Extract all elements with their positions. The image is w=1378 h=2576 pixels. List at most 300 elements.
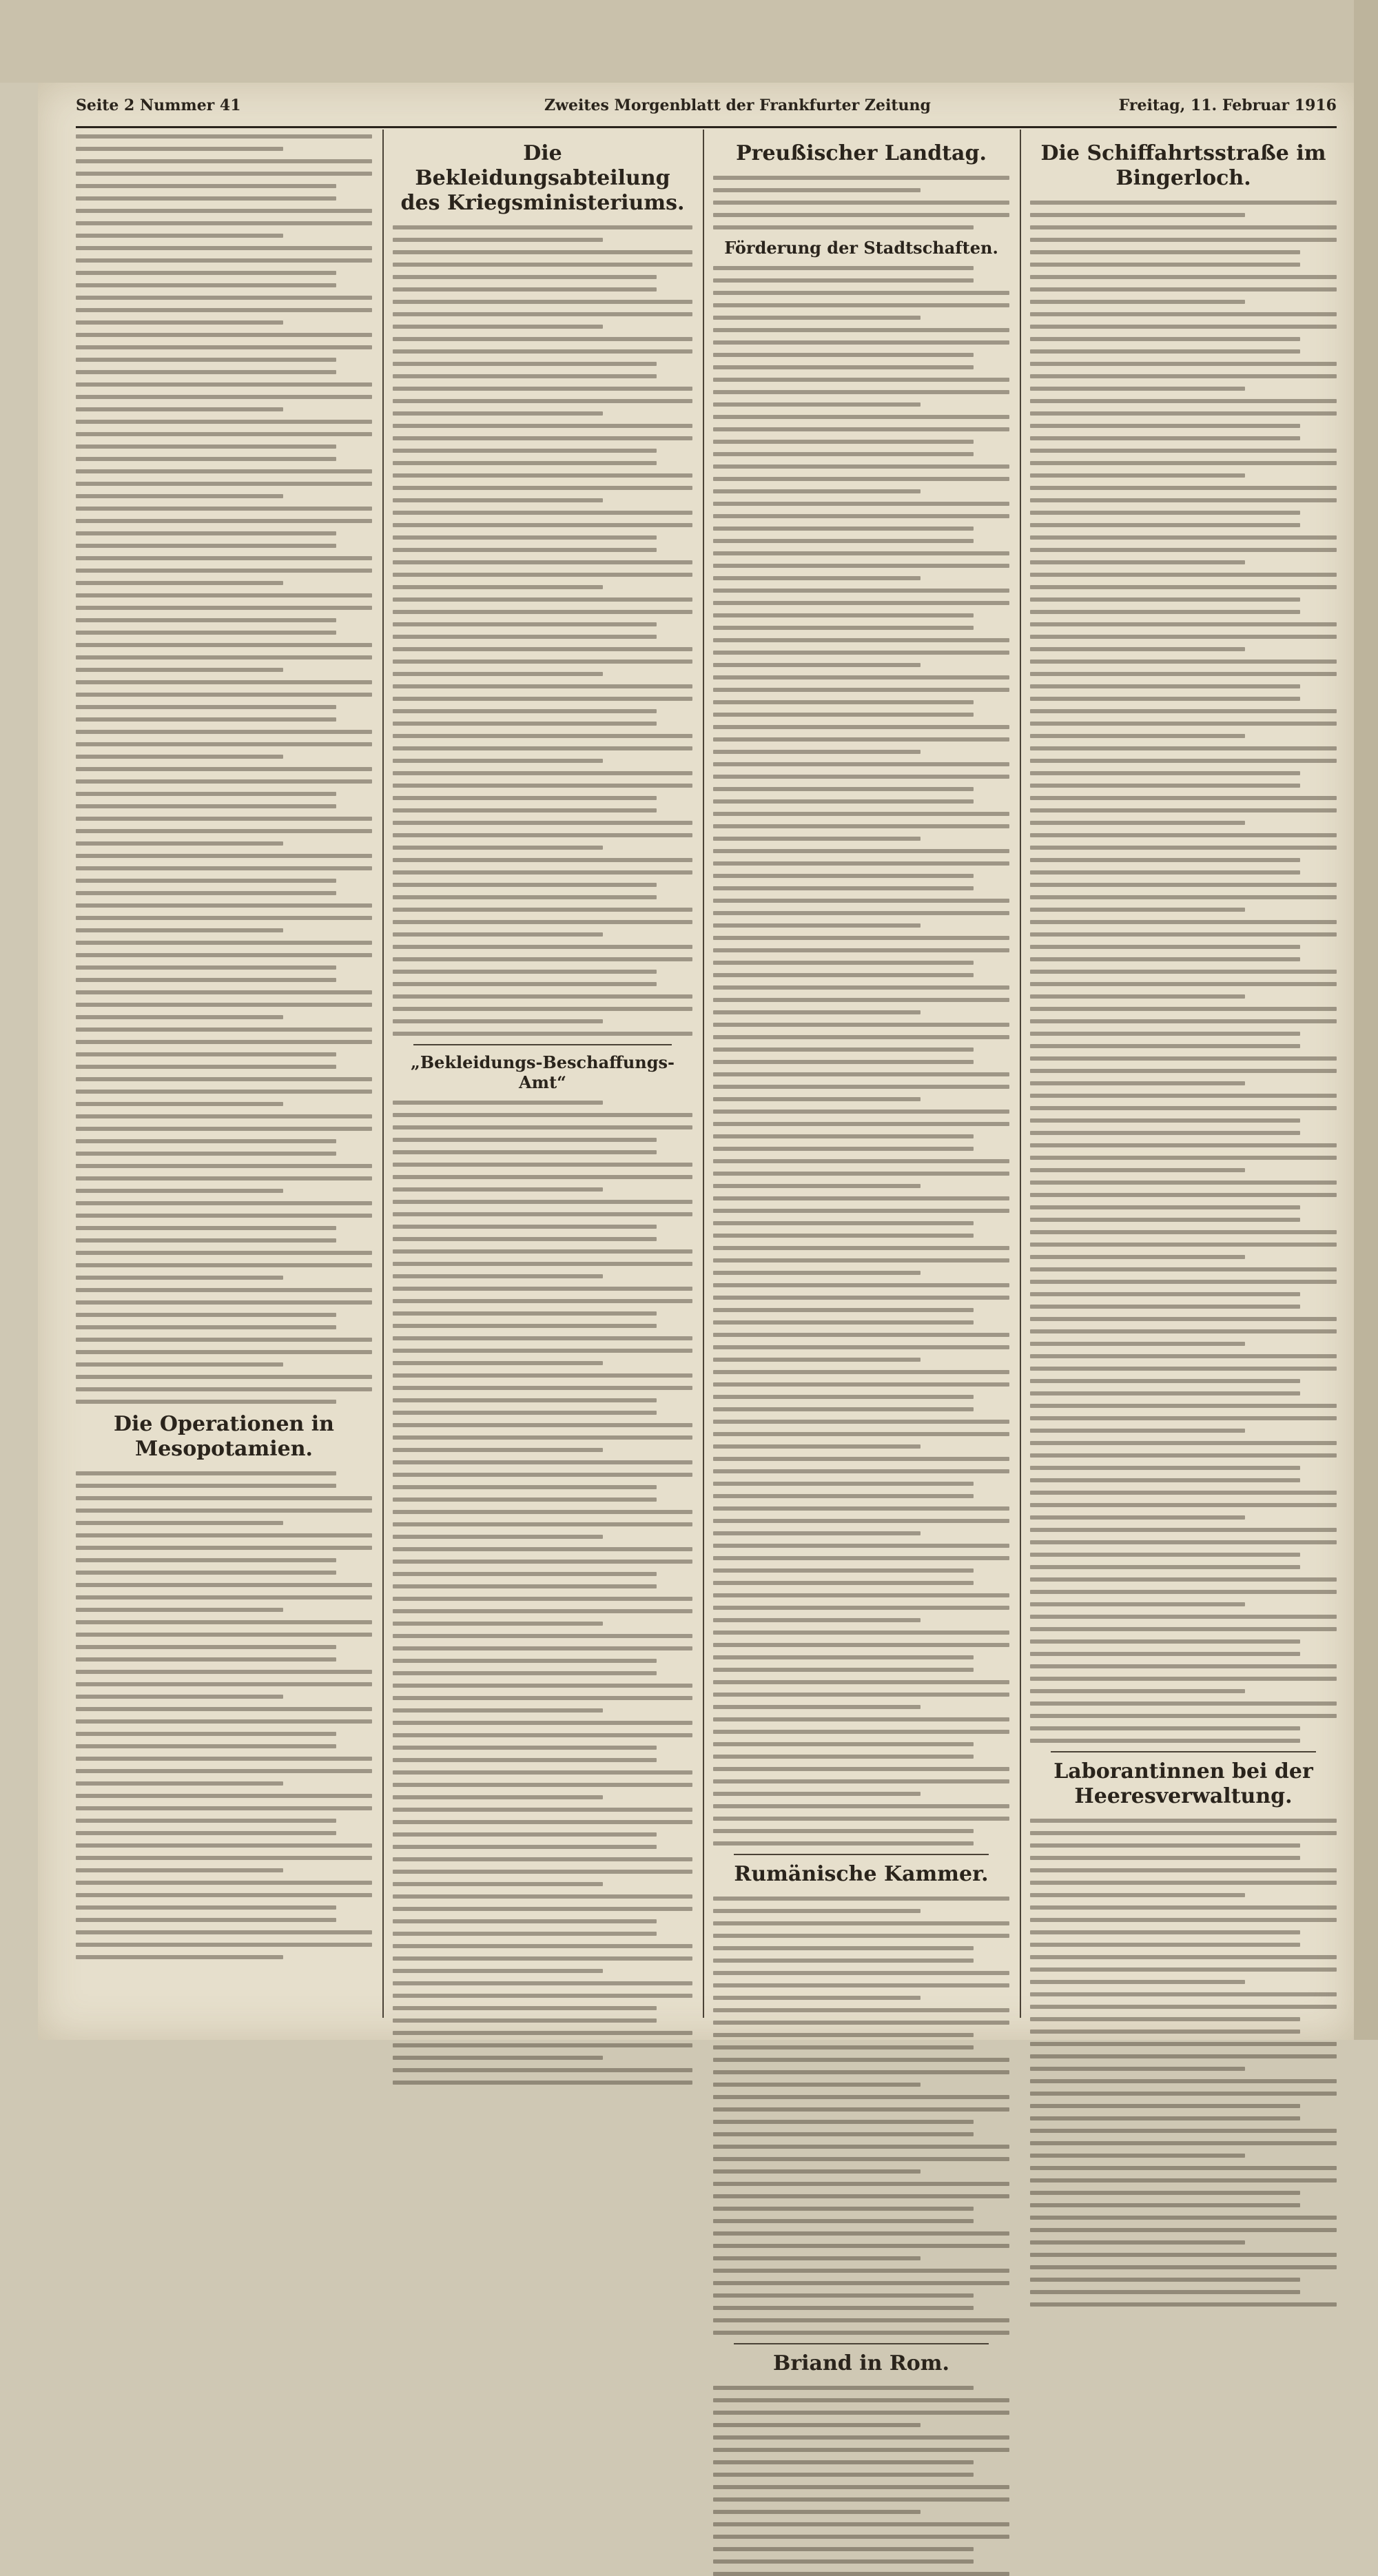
text-line	[1030, 573, 1337, 577]
text-line	[393, 1497, 657, 1502]
text-line	[76, 271, 336, 275]
text-line	[393, 1510, 692, 1514]
text-line	[713, 737, 1009, 742]
text-line	[713, 2045, 974, 2049]
column-divider	[382, 130, 384, 2018]
text-line	[713, 1395, 974, 1399]
text-line	[713, 1792, 921, 1796]
text-line	[713, 1085, 1009, 1089]
text-line	[76, 1288, 372, 1292]
text-line	[1030, 275, 1337, 279]
text-line	[1030, 1980, 1245, 1984]
text-line	[76, 457, 336, 461]
text-line	[393, 1832, 657, 1837]
text-line	[713, 1841, 974, 1846]
text-line	[393, 263, 692, 267]
text-line	[393, 1324, 657, 1328]
text-line	[76, 668, 283, 672]
text-line	[76, 1471, 336, 1475]
text-line	[76, 891, 336, 895]
text-line	[713, 225, 974, 229]
text-line	[393, 1547, 692, 1551]
text-line	[713, 340, 1009, 345]
text-line	[713, 1934, 1009, 1938]
text-line	[713, 2231, 1009, 2236]
text-line	[76, 866, 372, 870]
text-line	[76, 841, 283, 846]
text-line	[1030, 1540, 1337, 1544]
text-line	[1030, 1118, 1300, 1123]
header-rule	[76, 126, 1337, 128]
text-line	[1030, 1602, 1245, 1606]
scan-background-top	[0, 0, 1378, 83]
text-line	[76, 382, 372, 387]
text-line	[393, 1373, 692, 1378]
text-line	[1030, 436, 1300, 440]
text-line	[713, 638, 1009, 642]
text-line	[713, 188, 921, 192]
text-line	[713, 1370, 1009, 1374]
text-line	[713, 1010, 921, 1014]
text-line	[1030, 932, 1337, 937]
article-headline: Die Schiffahrtsstraße im Bingerloch.	[1040, 141, 1326, 190]
text-line	[1030, 709, 1337, 713]
text-line	[713, 2522, 1009, 2526]
text-line	[76, 1744, 336, 1748]
article-separator	[734, 1854, 989, 1855]
text-line	[713, 886, 974, 890]
text-line	[713, 213, 1009, 217]
text-line	[393, 2006, 657, 2010]
text-line	[713, 1959, 974, 1963]
text-line	[1030, 1819, 1337, 1823]
text-line	[76, 1313, 336, 1317]
text-line	[76, 1325, 336, 1329]
text-line	[713, 998, 1009, 1002]
text-line	[1030, 1267, 1337, 1271]
text-line	[393, 250, 692, 254]
text-line	[76, 370, 336, 374]
text-line	[713, 576, 921, 580]
page-header	[76, 96, 1337, 124]
text-line	[713, 1246, 1009, 1250]
text-line	[1030, 1056, 1337, 1061]
text-line	[76, 221, 372, 225]
text-line	[713, 750, 921, 754]
text-line	[1030, 1955, 1337, 1959]
text-line	[76, 941, 372, 945]
text-line	[713, 899, 1009, 903]
text-line	[713, 787, 974, 791]
text-line	[1030, 225, 1337, 229]
text-line	[393, 709, 657, 713]
text-line	[713, 440, 974, 444]
column-3	[713, 134, 1009, 2375]
text-line	[713, 948, 1009, 952]
text-line	[713, 2473, 974, 2477]
text-line	[713, 1023, 1009, 1027]
text-line	[1030, 684, 1300, 688]
text-line	[76, 544, 336, 548]
text-line	[713, 775, 1009, 779]
text-line	[393, 1894, 692, 1899]
text-line	[1030, 1677, 1337, 1681]
text-line	[713, 514, 1009, 518]
article-headline: Die Bekleidungsabteilung des Kriegsministeriums.	[400, 141, 685, 215]
text-line	[393, 1019, 603, 1023]
text-line	[713, 2386, 974, 2390]
text-line	[1030, 2216, 1337, 2220]
text-line	[1030, 1615, 1337, 1619]
text-line	[76, 444, 336, 449]
text-line	[76, 1657, 336, 1662]
text-line	[1030, 982, 1337, 986]
text-line	[1030, 1639, 1300, 1644]
text-line	[76, 1819, 336, 1823]
text-line	[393, 349, 692, 354]
text-line	[713, 1420, 1009, 1424]
text-line	[393, 1349, 692, 1353]
text-line	[393, 486, 692, 490]
text-line	[1030, 833, 1337, 837]
text-line	[393, 449, 657, 453]
text-line	[713, 874, 974, 878]
text-line	[1030, 1342, 1245, 1346]
text-line	[393, 1659, 657, 1663]
text-line	[76, 1955, 283, 1959]
text-line	[1030, 759, 1337, 763]
text-line	[713, 1946, 974, 1950]
text-line	[713, 415, 1009, 419]
text-line	[76, 1930, 372, 1934]
text-line	[713, 2145, 1009, 2149]
text-line	[76, 990, 372, 994]
text-line	[713, 849, 1009, 853]
text-line	[393, 1101, 603, 1105]
text-line	[1030, 2178, 1337, 2183]
text-line	[1030, 300, 1245, 304]
text-line	[393, 374, 657, 378]
scan-page-edge	[1354, 0, 1378, 2040]
text-line	[393, 1721, 692, 1725]
text-line	[713, 1593, 1009, 1597]
text-line	[76, 606, 372, 610]
article-headline: Laborantinnen bei der Heeresverwaltung.	[1053, 1759, 1313, 1808]
text-line	[76, 804, 336, 808]
text-line	[1030, 1292, 1300, 1296]
text-line	[393, 1361, 603, 1365]
text-line	[76, 1781, 283, 1786]
text-line	[393, 1981, 692, 1985]
text-line	[713, 1196, 1009, 1200]
text-line	[713, 1556, 1009, 1560]
text-line	[1030, 2030, 1300, 2034]
text-line	[393, 362, 657, 366]
text-line	[393, 945, 692, 949]
text-line	[713, 2033, 974, 2037]
text-line	[1030, 2104, 1300, 2108]
text-line	[393, 697, 692, 701]
text-line	[713, 812, 1009, 816]
text-line	[1030, 349, 1300, 354]
text-line	[713, 663, 921, 667]
text-line	[1030, 461, 1337, 465]
text-line	[713, 1296, 1009, 1300]
text-line	[1030, 1453, 1337, 1458]
text-line	[713, 675, 1009, 679]
text-line	[713, 1494, 974, 1498]
text-line	[713, 1035, 1009, 1039]
text-line	[393, 1113, 692, 1117]
text-line	[1030, 672, 1337, 676]
text-line	[76, 507, 372, 511]
text-line	[76, 792, 336, 796]
text-line	[1030, 585, 1337, 589]
text-line	[713, 2485, 1009, 2489]
text-line	[393, 1336, 692, 1340]
text-line	[713, 551, 1009, 555]
text-line	[393, 1932, 657, 1936]
text-line	[713, 861, 1009, 866]
text-line	[76, 1509, 372, 1513]
text-line	[393, 1783, 692, 1787]
text-line	[76, 680, 372, 684]
text-line	[76, 1757, 372, 1761]
text-line	[713, 1134, 974, 1138]
text-line	[713, 1047, 974, 1052]
text-line	[713, 923, 921, 928]
text-line	[76, 420, 372, 424]
text-line	[76, 1707, 372, 1711]
text-line	[393, 1634, 692, 1638]
text-line	[713, 1258, 1009, 1263]
text-line	[1030, 1193, 1337, 1197]
text-line	[1030, 2191, 1300, 2195]
article-separator	[734, 2343, 989, 2344]
text-line	[713, 1407, 974, 1411]
text-line	[1030, 2265, 1337, 2269]
text-line	[393, 1560, 692, 1564]
text-line	[713, 1060, 974, 1064]
article-headline: Briand in Rom.	[772, 2351, 949, 2375]
text-line	[393, 1795, 603, 1799]
text-line	[393, 1212, 692, 1216]
text-line	[76, 1387, 372, 1391]
text-line	[713, 1544, 1009, 1548]
text-line	[76, 742, 372, 746]
text-line	[76, 854, 372, 858]
text-line	[713, 1804, 1009, 1808]
text-line	[76, 978, 336, 982]
text-line	[713, 2132, 974, 2136]
text-line	[393, 1696, 692, 1700]
text-line	[713, 378, 1009, 382]
text-line	[393, 1200, 692, 1204]
text-line	[1030, 1305, 1300, 1309]
text-line	[713, 452, 974, 456]
text-line	[76, 345, 372, 349]
text-line	[713, 2083, 921, 2087]
text-line	[713, 303, 1009, 307]
text-line	[713, 2547, 974, 2551]
text-line	[1030, 1329, 1337, 1333]
text-line	[393, 1150, 657, 1154]
text-line	[1030, 2017, 1300, 2021]
text-line	[1030, 2290, 1300, 2294]
text-line	[76, 1375, 372, 1379]
text-line	[1030, 622, 1337, 626]
text-line	[76, 1856, 372, 1860]
text-line	[393, 1138, 657, 1142]
text-line	[1030, 312, 1337, 316]
text-line	[713, 2058, 1009, 2062]
text-line	[393, 1274, 603, 1278]
text-line	[1030, 287, 1337, 292]
text-line	[393, 225, 692, 229]
text-line	[713, 1110, 1009, 1114]
text-line	[713, 1767, 1009, 1771]
text-line	[1030, 1044, 1300, 1048]
text-line	[76, 1533, 372, 1537]
text-line	[1030, 362, 1337, 366]
text-line	[1030, 1905, 1337, 1910]
text-line	[1030, 498, 1337, 502]
text-line	[76, 1868, 283, 1872]
text-line	[713, 1283, 1009, 1287]
text-line	[1030, 784, 1300, 788]
text-line	[76, 569, 372, 573]
text-line	[1030, 647, 1245, 651]
text-line	[393, 1609, 692, 1613]
text-line	[713, 1209, 1009, 1213]
text-line	[713, 464, 1009, 469]
text-line	[393, 337, 692, 341]
text-line	[393, 1435, 692, 1440]
text-line	[76, 1350, 372, 1354]
text-line	[713, 2219, 974, 2223]
text-line	[393, 610, 692, 614]
text-line	[393, 573, 692, 577]
text-line	[393, 312, 692, 316]
text-line	[1030, 1689, 1245, 1693]
text-line	[393, 1225, 657, 1229]
text-line	[393, 535, 657, 540]
text-line	[713, 1432, 1009, 1436]
text-line	[393, 1411, 657, 1415]
text-line	[1030, 263, 1300, 267]
text-line	[76, 1732, 336, 1736]
text-line	[713, 2331, 1009, 2335]
column-4	[1030, 134, 1337, 2012]
text-line	[1030, 374, 1337, 378]
text-line	[1030, 1367, 1337, 1371]
text-line	[76, 1400, 336, 1404]
text-line	[393, 957, 692, 961]
text-line	[1030, 883, 1337, 887]
text-line	[393, 734, 692, 738]
text-line	[1030, 1081, 1245, 1085]
text-line	[393, 238, 603, 242]
text-line	[76, 1214, 372, 1218]
text-line	[1030, 1094, 1337, 1098]
text-line	[76, 767, 372, 771]
text-line	[1030, 2054, 1337, 2058]
text-line	[713, 2269, 1009, 2273]
text-line	[1030, 771, 1300, 775]
text-line	[713, 1996, 921, 2000]
text-line	[713, 725, 1009, 729]
text-line	[713, 353, 974, 357]
text-line	[713, 2095, 1009, 2099]
text-line	[393, 759, 603, 763]
text-line	[393, 784, 692, 788]
text-line	[1030, 523, 1300, 527]
text-line	[713, 316, 921, 320]
text-line	[393, 858, 692, 862]
text-line	[393, 1808, 692, 1812]
text-line	[76, 928, 283, 932]
text-line	[1030, 424, 1300, 428]
text-line	[1030, 1354, 1337, 1358]
text-line	[1030, 1168, 1245, 1172]
text-line	[393, 436, 692, 440]
text-line	[713, 1717, 1009, 1721]
text-line	[393, 970, 657, 974]
text-line	[393, 1175, 692, 1179]
text-line	[713, 1506, 1009, 1511]
text-line	[76, 1831, 336, 1835]
text-line	[1030, 535, 1337, 540]
text-line	[713, 936, 1009, 940]
text-line	[76, 916, 372, 920]
text-line	[1030, 808, 1337, 812]
article-subhead: Förderung der Stadtschaften.	[724, 238, 998, 258]
text-line	[713, 477, 1009, 481]
text-line	[393, 1473, 692, 1477]
text-line	[1030, 1714, 1337, 1718]
text-line	[713, 2497, 1009, 2502]
text-line	[393, 1845, 657, 1849]
text-line	[76, 817, 372, 821]
text-line	[1030, 1868, 1337, 1872]
text-line	[76, 1571, 336, 1575]
text-line	[393, 585, 603, 589]
text-line	[76, 1040, 372, 1044]
text-line	[1030, 858, 1300, 862]
text-line	[713, 1618, 921, 1622]
text-line	[76, 234, 283, 238]
text-line	[1030, 1205, 1300, 1209]
text-line	[713, 2157, 1009, 2161]
text-line	[713, 1643, 1009, 1647]
text-line	[1030, 1528, 1337, 1532]
text-line	[393, 647, 692, 651]
text-line	[76, 1794, 372, 1798]
text-line	[393, 511, 692, 515]
text-line	[1030, 1429, 1245, 1433]
text-line	[713, 1072, 1009, 1076]
text-line	[713, 1358, 921, 1362]
text-line	[1030, 325, 1337, 329]
text-line	[1030, 1404, 1337, 1408]
text-line	[1030, 2253, 1337, 2257]
text-line	[713, 2510, 921, 2514]
text-line	[76, 172, 372, 176]
text-line	[1030, 1218, 1300, 1222]
text-line	[76, 147, 283, 151]
text-line	[393, 300, 692, 304]
text-line	[393, 473, 692, 478]
